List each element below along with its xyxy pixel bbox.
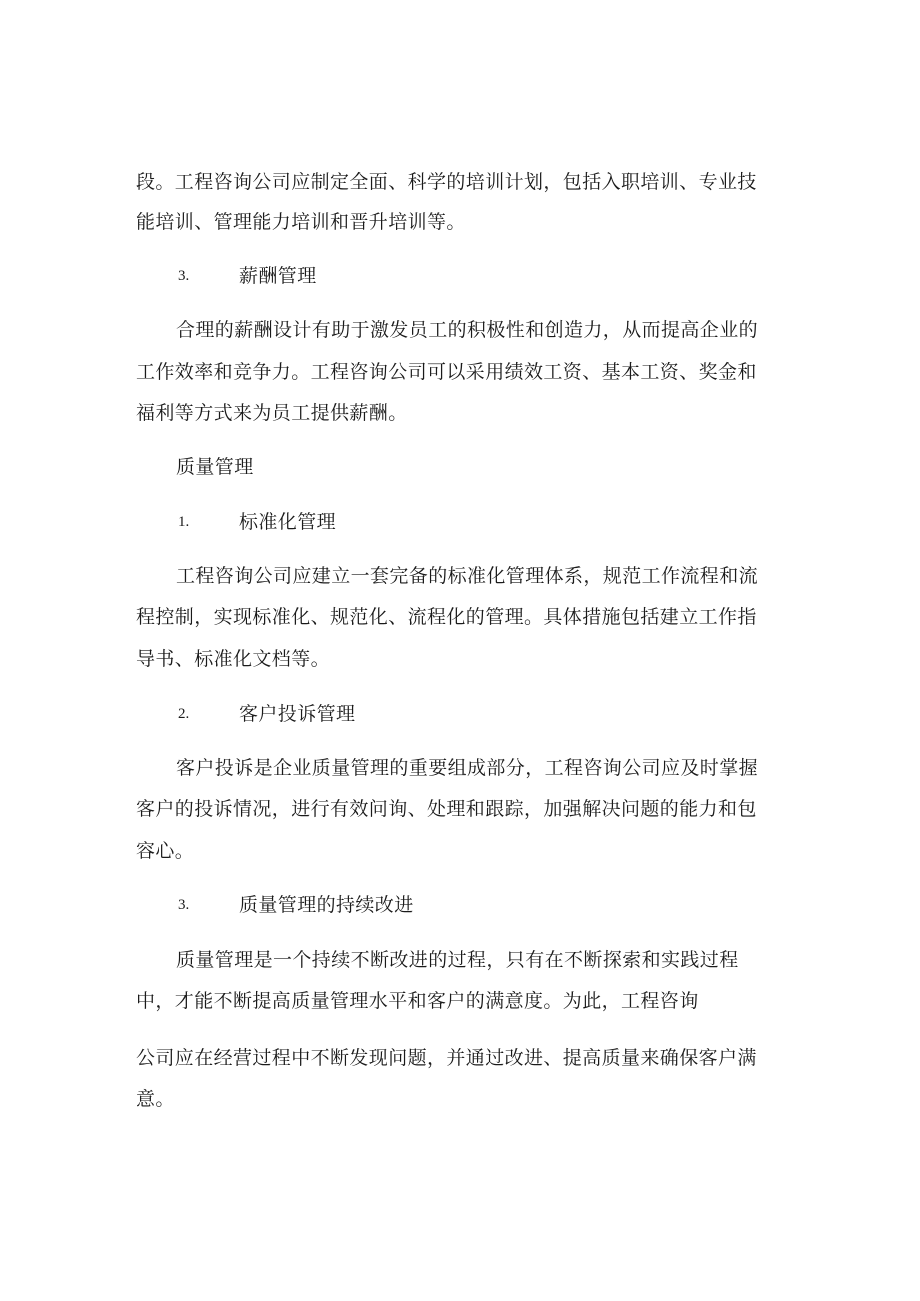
heading-number: 2.: [178, 706, 190, 722]
heading-number: 1.: [178, 514, 190, 530]
heading-title: 薪酬管理: [239, 265, 317, 287]
paragraph-text: 段。工程咨询公司应制定全面、科学的培训计划，包括入职培训、专业技: [136, 171, 757, 193]
paragraph-text: 合理的薪酬设计有助于激发员工的积极性和创造力，从而提高企业的: [176, 319, 759, 341]
heading-title: 标准化管理: [239, 511, 337, 533]
paragraph-text: 程控制，实现标准化、规范化、流程化的管理。具体措施包括建立工作指: [136, 606, 757, 628]
section-title: 质量管理: [176, 456, 254, 478]
paragraph-text: 工程咨询公司应建立一套完备的标准化管理体系，规范工作流程和流: [176, 565, 759, 587]
paragraph-text: 福利等方式来为员工提供薪酬。: [136, 402, 408, 424]
paragraph-text: 意。: [136, 1088, 175, 1110]
paragraph-text: 工作效率和竞争力。工程咨询公司可以采用绩效工资、基本工资、奖金和: [136, 361, 757, 383]
paragraph-text: 质量管理是一个持续不断改进的过程，只有在不断探索和实践过程: [176, 949, 739, 971]
paragraph-text: 能培训、管理能力培训和晋升培训等。: [136, 211, 466, 233]
paragraph-text: 公司应在经营过程中不断发现问题，并通过改进、提高质量来确保客户满: [136, 1047, 757, 1069]
paragraph-text: 客户的投诉情况，进行有效问询、处理和跟踪，加强解决问题的能力和包: [136, 798, 757, 820]
heading-title: 质量管理的持续改进: [239, 894, 414, 916]
paragraph-text: 客户投诉是企业质量管理的重要组成部分，工程咨询公司应及时掌握: [176, 757, 759, 779]
heading-number: 3.: [178, 268, 190, 284]
paragraph-text: 导书、标准化文档等。: [136, 648, 331, 670]
heading-number: 3.: [178, 897, 190, 913]
paragraph-text: 中，才能不断提高质量管理水平和客户的满意度。为此，工程咨询: [136, 990, 699, 1012]
paragraph-text: 容心。: [136, 840, 195, 862]
heading-title: 客户投诉管理: [239, 703, 356, 725]
